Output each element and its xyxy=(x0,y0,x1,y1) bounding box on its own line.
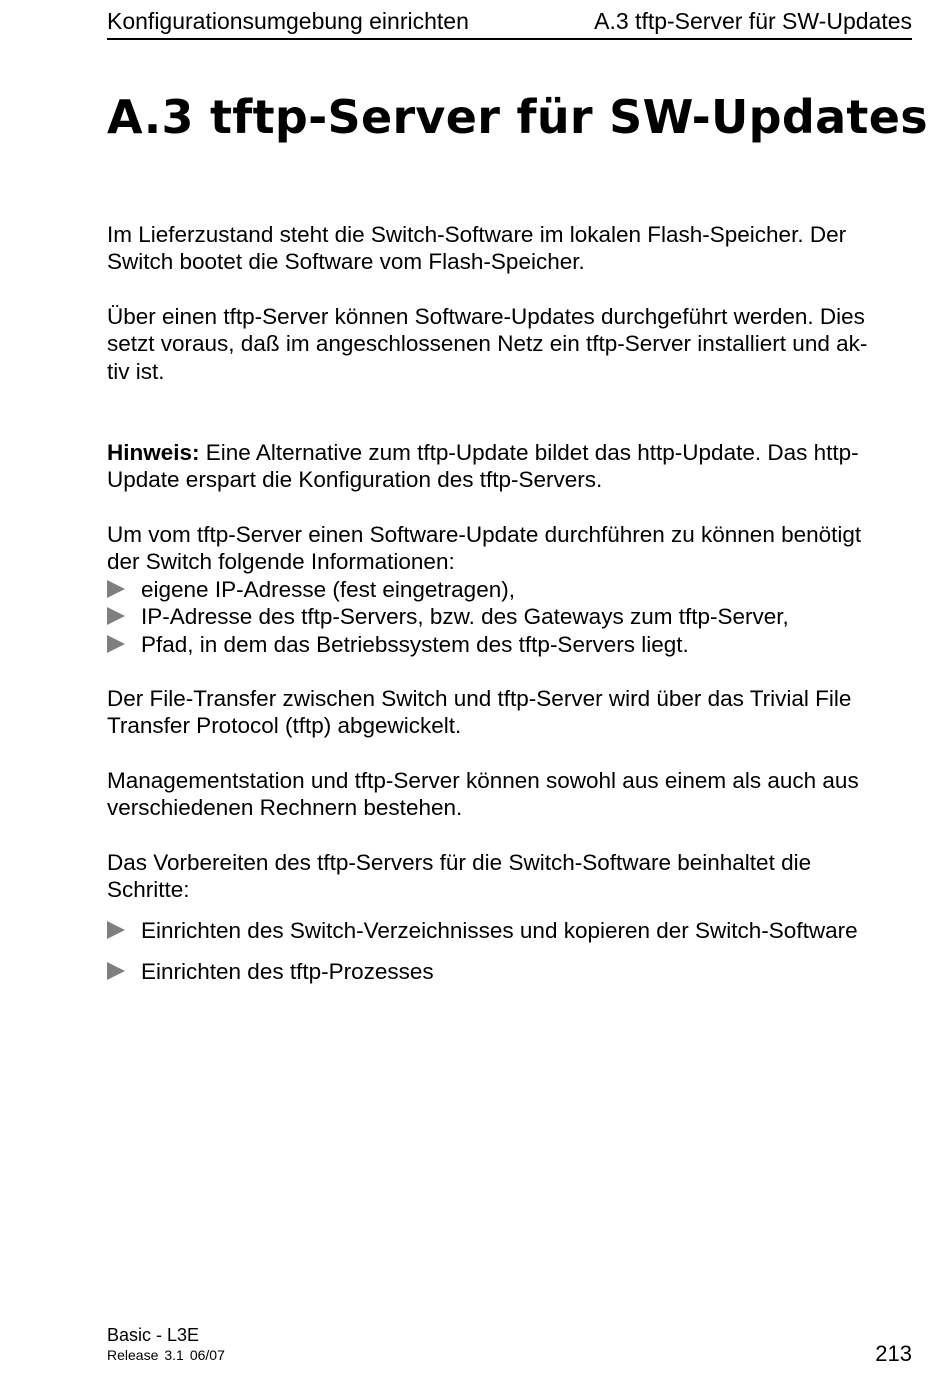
steps-list xyxy=(107,958,915,985)
bullet-arrow-icon xyxy=(107,607,125,625)
release-label: Release xyxy=(107,1347,159,1363)
list-item: IP-Adresse des tftp-Servers, bzw. des Gateways zum tftp-Server, xyxy=(107,603,915,630)
list-item: Einrichten des Switch-Verzeichnisses und kopieren der Switch-Software xyxy=(107,917,915,944)
running-header xyxy=(107,6,912,40)
text-line: Über einen tftp-Server können Software-Updates durchgeführt werden. Dies xyxy=(107,304,865,329)
release-version: 3.1 xyxy=(164,1347,184,1363)
list-item: eigene IP-Adresse (fest eingetragen), xyxy=(107,576,915,603)
text-line: tiv ist. xyxy=(107,358,165,384)
text-line: Update erspart die Konfiguration des tftp-Servers. xyxy=(107,467,603,493)
steps-list xyxy=(107,917,915,944)
header-section: A.3 tftp-Server für SW-Updates xyxy=(594,8,912,34)
list-item: Einrichten des tftp-Prozesses xyxy=(107,958,915,985)
note-text: Eine Alternative zum tftp-Update bildet das http-Update. Das http- xyxy=(199,440,859,465)
footer-release xyxy=(107,1347,231,1363)
paragraph-delivery-state xyxy=(107,221,915,276)
text-line: Um vom tftp-Server einen Software-Update durchführen zu können benötigt xyxy=(107,522,862,547)
paragraph-preparation xyxy=(107,849,915,904)
section-number: A.3 xyxy=(107,90,194,144)
bullet-arrow-icon xyxy=(107,921,125,939)
page-title xyxy=(107,89,928,145)
text-line: verschiedenen Rechnern bestehen. xyxy=(107,795,463,821)
text-line: Managementstation und tftp-Server können sowohl aus einem als auch aus xyxy=(107,768,859,793)
text-line: Transfer Protocol (tftp) abgewickelt. xyxy=(107,713,462,739)
text-line: Im Lieferzustand steht die Switch-Software im lokalen Flash-Speicher. Der xyxy=(107,222,847,247)
text-line: Schritte: xyxy=(107,877,190,903)
header-chapter: Konfigurationsumgebung einrichten xyxy=(107,8,469,34)
note-label: Hinweis: xyxy=(107,440,200,465)
section-title: tftp-Server für SW-Updates xyxy=(210,90,928,144)
page-number: 213 xyxy=(875,1341,912,1366)
text-line: Der File-Transfer zwischen Switch und tftp-Server wird über das Trivial File xyxy=(107,686,852,711)
paragraph-file-transfer xyxy=(107,685,915,740)
bullet-arrow-icon xyxy=(107,635,125,653)
text-line: Switch bootet die Software vom Flash-Speicher. xyxy=(107,249,585,275)
bullet-arrow-icon xyxy=(107,962,125,980)
text-line: Das Vorbereiten des tftp-Servers für die Switch-Software beinhaltet die xyxy=(107,850,812,875)
bullet-arrow-icon xyxy=(107,580,125,598)
note-paragraph xyxy=(107,439,915,494)
footer-product: Basic - L3E xyxy=(107,1325,200,1345)
text-line: der Switch folgende Informationen: xyxy=(107,549,455,575)
paragraph-tftp-updates xyxy=(107,303,915,385)
text-line: setzt voraus, daß im angeschlossenen Netz ein tftp-Server installiert und ak- xyxy=(107,331,868,357)
paragraph-management-station xyxy=(107,767,915,822)
paragraph-required-info xyxy=(107,521,915,658)
release-date: 06/07 xyxy=(189,1347,225,1363)
text-line xyxy=(107,439,915,466)
list-item: Pfad, in dem das Betriebssystem des tftp-Servers liegt. xyxy=(107,631,915,658)
